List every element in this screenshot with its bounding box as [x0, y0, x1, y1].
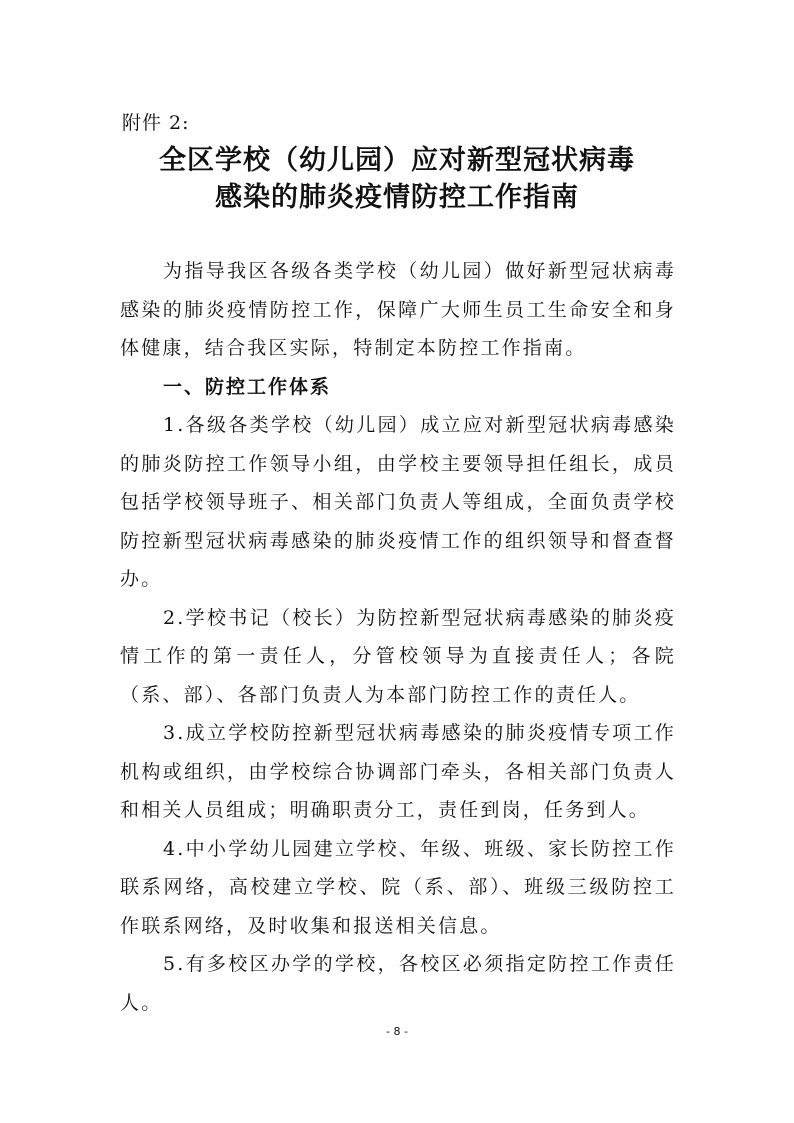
document-title-line-2: 感染的肺炎疫情防控工作指南: [215, 182, 579, 213]
body-paragraph: 4.中小学幼儿园建立学校、年级、班级、家长防控工作联系网络，高校建立学校、院（系、部）、班级三级防控工作联系网络，及时收集和报送相关信息。: [120, 837, 676, 937]
body-paragraph: 2.学校书记（校长）为防控新型冠状病毒感染的肺炎疫情工作的第一责任人，分管校领导为直接责任人；各院（系、部）、各部门负责人为本部门防控工作的责任人。: [120, 606, 676, 706]
body-paragraph: 1.各级各类学校（幼儿园）成立应对新型冠状病毒感染的肺炎防控工作领导小组，由学校主要领导担任组长，成员包括学校领导班子、相关部门负责人等组成，全面负责学校防控新型冠状病毒感染的肺炎疫情工作的组织领导和督查督办。: [120, 414, 676, 590]
body-paragraph: 5.有多校区办学的学校，各校区必须指定防控工作责任人。: [120, 953, 676, 1014]
body-paragraph: 3.成立学校防控新型冠状病毒感染的肺炎疫情专项工作机构或组织，由学校综合协调部门牵头，各相关部门负责人和相关人员组成；明确职责分工，责任到岗，任务到人。: [120, 722, 676, 821]
attachment-label: 附件 2:: [122, 112, 190, 134]
page-number: - 8 -: [386, 1025, 408, 1038]
intro-paragraph: 为指导我区各级各类学校（幼儿园）做好新型冠状病毒感染的肺炎疫情防控工作，保障广大师生员工生命安全和身体健康，结合我区实际，特制定本防控工作指南。: [120, 260, 676, 359]
document-body: [120, 252, 676, 1022]
document-title-line-1: 全区学校（幼儿园）应对新型冠状病毒: [159, 145, 635, 176]
section-heading: 一、防控工作体系: [163, 375, 332, 398]
